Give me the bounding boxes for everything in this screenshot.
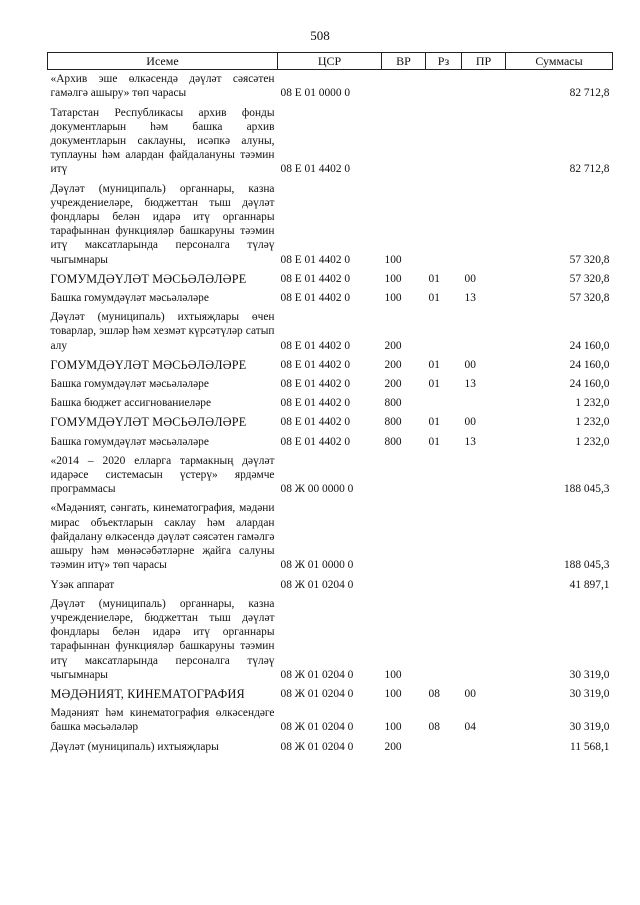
- row-vr-code: 200: [384, 339, 402, 352]
- table-row: [48, 104, 613, 180]
- table-row: [48, 308, 613, 356]
- row-vr-code: 100: [384, 668, 402, 681]
- row-name: Мәдәният һәм кинематография өлкәсендәге башка мәсьәләләр: [50, 707, 275, 734]
- row-vr-code: 200: [384, 358, 402, 371]
- row-amount: 24 160,0: [569, 378, 610, 391]
- row-amount: 57 320,8: [569, 253, 610, 266]
- row-amount: 57 320,8: [569, 272, 610, 285]
- row-amount: 30 319,0: [569, 687, 610, 700]
- row-name: «2014 – 2020 елларга тармакның дәүләт идарәсе системасын үстерү» ярдәмче программасы: [50, 454, 275, 496]
- row-csr-code: 08 Е 01 4402 0: [280, 397, 351, 410]
- row-name: Дәүләт (муниципаль) органнары, казна учреждениеләре, бюджеттан тыш дәүләт фондлары белән идарә итү органнары тарафыннан функцияләр башкаруны тәэмин итү максатларында персоналга түләү чыгымнары: [50, 597, 275, 681]
- row-amount: 57 320,8: [569, 292, 610, 305]
- row-name: ГОМУМДӘҮЛӘТ МӘСЬӘЛӘЛӘРЕ: [50, 357, 247, 372]
- row-amount: 24 160,0: [569, 339, 610, 352]
- row-rz-code: [426, 499, 462, 575]
- row-name: Үзәк аппарат: [50, 578, 115, 591]
- table-row: [48, 738, 613, 757]
- row-name: Башка гомумдәүләт мәсьәләләре: [50, 378, 209, 391]
- row-amount: 188 045,3: [563, 559, 610, 572]
- table-row: [48, 70, 613, 104]
- table-row: [48, 595, 613, 685]
- row-name: МӘДӘНИЯТ, КИНЕМАТОГРАФИЯ: [50, 686, 245, 701]
- row-amount: 1 232,0: [575, 397, 610, 410]
- header-csr: ЦСР: [278, 53, 382, 70]
- row-vr-code: 800: [384, 397, 402, 410]
- row-name: «Мәдәният, сәнгать, кинематография, мәдәни мирас объектларын саклау һәм алардан файдалану өлкәсендә дәүләт сәясәтен гамәлгә ашыру һәм мөнәсәбәтләрне җайга салуны тәэмин итү» төп чарасы: [50, 502, 275, 572]
- row-pr-code: 00: [464, 416, 476, 429]
- row-rz-code: [426, 308, 462, 356]
- header-rz: Рз: [426, 53, 462, 70]
- row-rz-code: [426, 180, 462, 270]
- table-row: [48, 375, 613, 394]
- table-row: [48, 180, 613, 270]
- row-vr-code: [382, 576, 426, 595]
- row-vr-code: 800: [384, 416, 402, 429]
- header-pr: ПР: [462, 53, 506, 70]
- table-row: [48, 433, 613, 452]
- table-row: [48, 685, 613, 704]
- row-pr-code: [462, 595, 506, 685]
- row-csr-code: 08 Е 01 4402 0: [280, 435, 351, 448]
- row-rz-code: [426, 452, 462, 500]
- row-vr-code: 200: [384, 378, 402, 391]
- row-vr-code: [382, 104, 426, 180]
- table-row: [48, 452, 613, 500]
- row-rz-code: 08: [428, 721, 440, 734]
- row-amount: 11 568,1: [570, 740, 610, 753]
- row-csr-code: 08 Е 01 4402 0: [280, 253, 351, 266]
- row-pr-code: 04: [464, 721, 476, 734]
- row-csr-code: 08 Ж 01 0204 0: [280, 740, 354, 753]
- row-name: ГОМУМДӘҮЛӘТ МӘСЬӘЛӘЛӘРЕ: [50, 415, 247, 430]
- row-amount: 30 319,0: [569, 721, 610, 734]
- row-vr-code: [382, 499, 426, 575]
- row-pr-code: [462, 180, 506, 270]
- row-name: Дәүләт (муниципаль) органнары, казна учреждениеләре, бюджеттан тыш дәүләт фондлары белән идарә итү органнары тарафыннан функцияләр башкаруны тәэмин итү максатларында персоналга түләү чыгымнары: [50, 182, 275, 266]
- row-csr-code: 08 Е 01 4402 0: [280, 378, 351, 391]
- row-rz-code: [426, 595, 462, 685]
- row-rz-code: 01: [428, 416, 440, 429]
- row-csr-code: 08 Е 01 4402 0: [280, 358, 351, 371]
- row-csr-code: 08 Е 01 4402 0: [280, 416, 351, 429]
- row-pr-code: 00: [464, 358, 476, 371]
- row-pr-code: 13: [464, 435, 476, 448]
- row-name: Татарстан Республикасы архив фонды документларын һәм башка архив документларын саклауны, исәпкә алуны, туплауны һәм алардан файдалануны тәэмин итү: [50, 106, 275, 176]
- row-rz-code: 01: [428, 378, 440, 391]
- row-amount: 24 160,0: [569, 358, 610, 371]
- row-pr-code: 13: [464, 378, 476, 391]
- row-vr-code: 200: [384, 740, 402, 753]
- row-rz-code: [426, 576, 462, 595]
- table-row: [48, 704, 613, 737]
- row-rz-code: 08: [428, 687, 440, 700]
- row-csr-code: 08 Е 01 4402 0: [280, 163, 351, 176]
- row-amount: 188 045,3: [563, 483, 610, 496]
- row-vr-code: 100: [384, 721, 402, 734]
- row-csr-code: 08 Ж 01 0204 0: [280, 668, 354, 681]
- row-csr-code: 08 Ж 00 0000 0: [280, 483, 354, 496]
- table-header-row: [48, 53, 613, 70]
- row-vr-code: [382, 70, 426, 104]
- row-amount: 1 232,0: [575, 435, 610, 448]
- row-vr-code: 800: [384, 435, 402, 448]
- row-vr-code: 100: [384, 253, 402, 266]
- row-amount: 30 319,0: [569, 668, 610, 681]
- row-pr-code: [462, 452, 506, 500]
- row-csr-code: 08 Е 01 4402 0: [280, 272, 351, 285]
- row-pr-code: [462, 308, 506, 356]
- row-vr-code: [382, 452, 426, 500]
- row-amount: 1 232,0: [575, 416, 610, 429]
- row-vr-code: 100: [384, 292, 402, 305]
- row-csr-code: 08 Е 01 4402 0: [280, 292, 351, 305]
- row-pr-code: 00: [464, 687, 476, 700]
- row-amount: 82 712,8: [569, 163, 610, 176]
- page-number: 508: [310, 28, 330, 43]
- table-body: [48, 70, 613, 757]
- table-row: [48, 413, 613, 432]
- table-row: [48, 576, 613, 595]
- table-row: [48, 270, 613, 289]
- row-pr-code: [462, 576, 506, 595]
- row-csr-code: 08 Ж 01 0000 0: [280, 559, 354, 572]
- row-name: Башка гомумдәүләт мәсьәләләре: [50, 435, 209, 448]
- row-csr-code: 08 Е 01 0000 0: [280, 87, 351, 100]
- row-rz-code: 01: [428, 435, 440, 448]
- table-row: [48, 356, 613, 375]
- row-pr-code: 13: [464, 292, 476, 305]
- header-vr: ВР: [382, 53, 426, 70]
- row-name: Башка бюджет ассигнованиеләре: [50, 397, 212, 410]
- budget-table: [47, 52, 613, 757]
- row-pr-code: [462, 70, 506, 104]
- row-rz-code: 01: [428, 292, 440, 305]
- row-rz-code: [426, 394, 462, 413]
- row-csr-code: 08 Е 01 4402 0: [280, 339, 351, 352]
- table-row: [48, 394, 613, 413]
- row-name: ГОМУМДӘҮЛӘТ МӘСЬӘЛӘЛӘРЕ: [50, 271, 247, 286]
- table-row: [48, 289, 613, 308]
- row-vr-code: 100: [384, 687, 402, 700]
- header-sum: Суммасы: [506, 53, 613, 70]
- row-pr-code: [462, 738, 506, 757]
- row-name: «Архив эше өлкәсендә дәүләт сәясәтен гамәлгә ашыру» төп чарасы: [50, 73, 275, 100]
- row-name: Дәүләт (муниципаль) ихтыяҗлары өчен товарлар, эшләр һәм хезмәт күрсәтүләр сатып алу: [50, 311, 275, 352]
- row-rz-code: [426, 104, 462, 180]
- row-vr-code: 100: [384, 272, 402, 285]
- row-rz-code: 01: [428, 272, 440, 285]
- row-pr-code: [462, 394, 506, 413]
- row-rz-code: [426, 738, 462, 757]
- row-amount: 41 897,1: [569, 578, 610, 591]
- row-name: Башка гомумдәүләт мәсьәләләре: [50, 292, 209, 305]
- row-pr-code: [462, 499, 506, 575]
- row-rz-code: [426, 70, 462, 104]
- row-pr-code: 00: [464, 272, 476, 285]
- header-name: Исеме: [48, 53, 278, 70]
- row-csr-code: 08 Ж 01 0204 0: [280, 578, 354, 591]
- row-name: Дәүләт (муниципаль) ихтыяҗлары: [50, 740, 219, 753]
- row-rz-code: 01: [428, 358, 440, 371]
- row-amount: 82 712,8: [569, 87, 610, 100]
- table-row: [48, 499, 613, 575]
- row-csr-code: 08 Ж 01 0204 0: [280, 687, 354, 700]
- row-csr-code: 08 Ж 01 0204 0: [280, 721, 354, 734]
- row-pr-code: [462, 104, 506, 180]
